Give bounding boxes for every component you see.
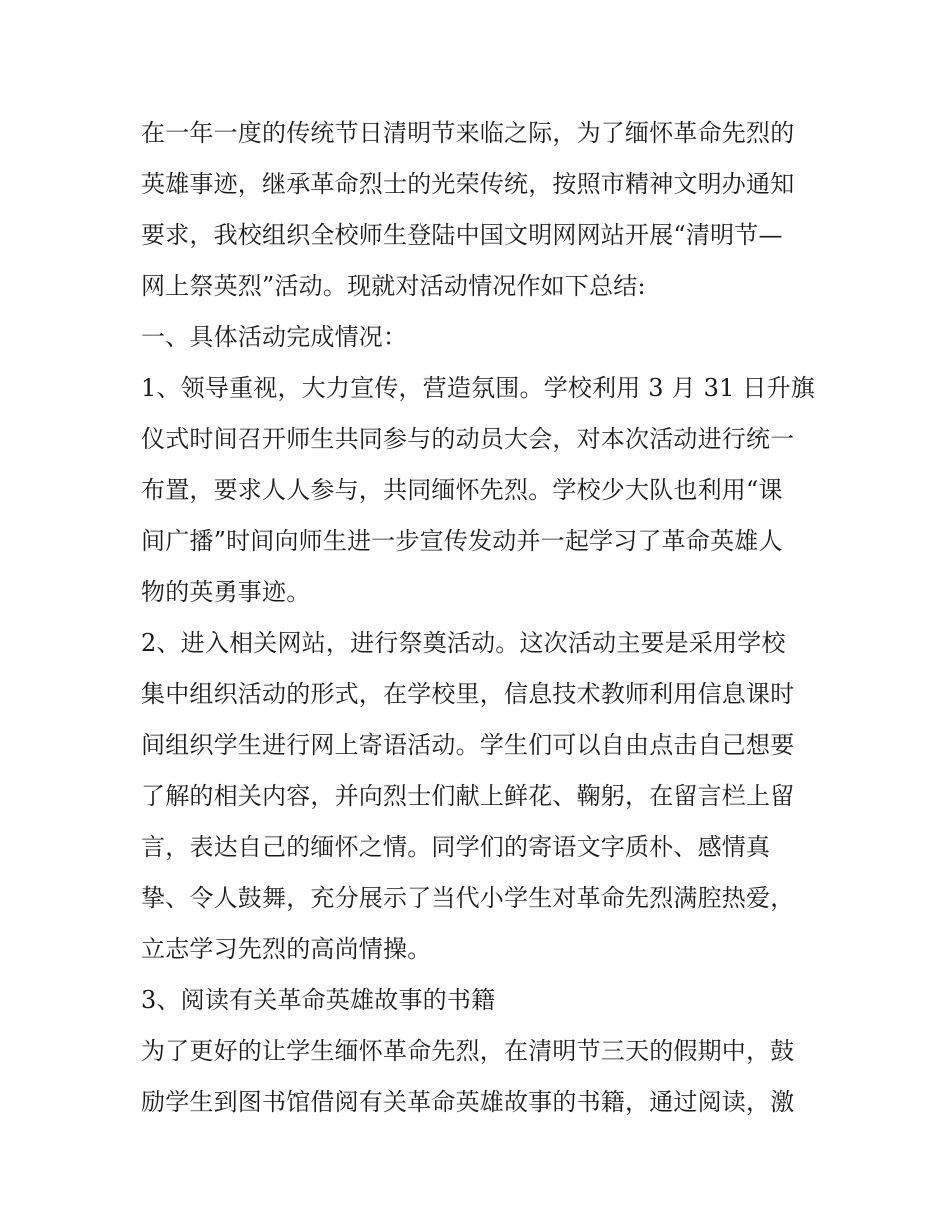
item-3-heading [141, 975, 813, 1026]
item-1-paragraph [141, 363, 813, 618]
text-line: 一、具体活动完成情况： [141, 323, 408, 351]
text-line: 布置，要求人人参与，共同缅怀先烈。学校少大队也利用“课 [141, 476, 783, 504]
text-line: 要求，我校组织全校师生登陆中国文明网网站开展“清明节— [141, 221, 783, 249]
text-line: 励学生到图书馆借阅有关革命英雄故事的书籍，通过阅读，激 [141, 1088, 795, 1116]
text-line: 3、阅读有关革命英雄故事的书籍 [141, 986, 496, 1014]
text-line: 挚、令人鼓舞，充分展示了当代小学生对革命先烈满腔热爱， [141, 884, 795, 912]
document-body [141, 108, 813, 1128]
text-line: 为了更好的让学生缅怀革命先烈，在清明节三天的假期中，鼓 [141, 1037, 795, 1065]
text-line: 间广播”时间向师生进一步宣传发动并一起学习了革命英雄人 [141, 527, 783, 555]
text-line: 集中组织活动的形式，在学校里，信息技术教师利用信息课时 [141, 680, 795, 708]
text-line: 物的英勇事迹。 [141, 578, 311, 606]
text-line: 仪式时间召开师生共同参与的动员大会，对本次活动进行统一 [141, 425, 795, 453]
text-line: 2、进入相关网站，进行祭奠活动。这次活动主要是采用学校 [141, 629, 786, 657]
text-line: 1、领导重视，大力宣传，营造氛围。学校利用 3 月 31 日升旗 [141, 374, 815, 402]
text-line: 了解的相关内容，并向烈士们献上鲜花、鞠躬，在留言栏上留 [141, 782, 795, 810]
item-3-paragraph [141, 1026, 813, 1128]
intro-paragraph [141, 108, 813, 312]
text-line: 言，表达自己的缅怀之情。同学们的寄语文字质朴、感情真 [141, 833, 771, 861]
section-heading [141, 312, 813, 363]
text-line: 间组织学生进行网上寄语活动。学生们可以自由点击自己想要 [141, 731, 795, 759]
item-2-paragraph [141, 618, 813, 975]
text-line: 立志学习先烈的高尚情操。 [141, 935, 432, 963]
text-line: 网上祭英烈”活动。现就对活动情况作如下总结: [141, 272, 646, 300]
text-line: 在一年一度的传统节日清明节来临之际，为了缅怀革命先烈的 [141, 119, 795, 147]
text-line: 英雄事迹，继承革命烈士的光荣传统，按照市精神文明办通知 [141, 170, 795, 198]
